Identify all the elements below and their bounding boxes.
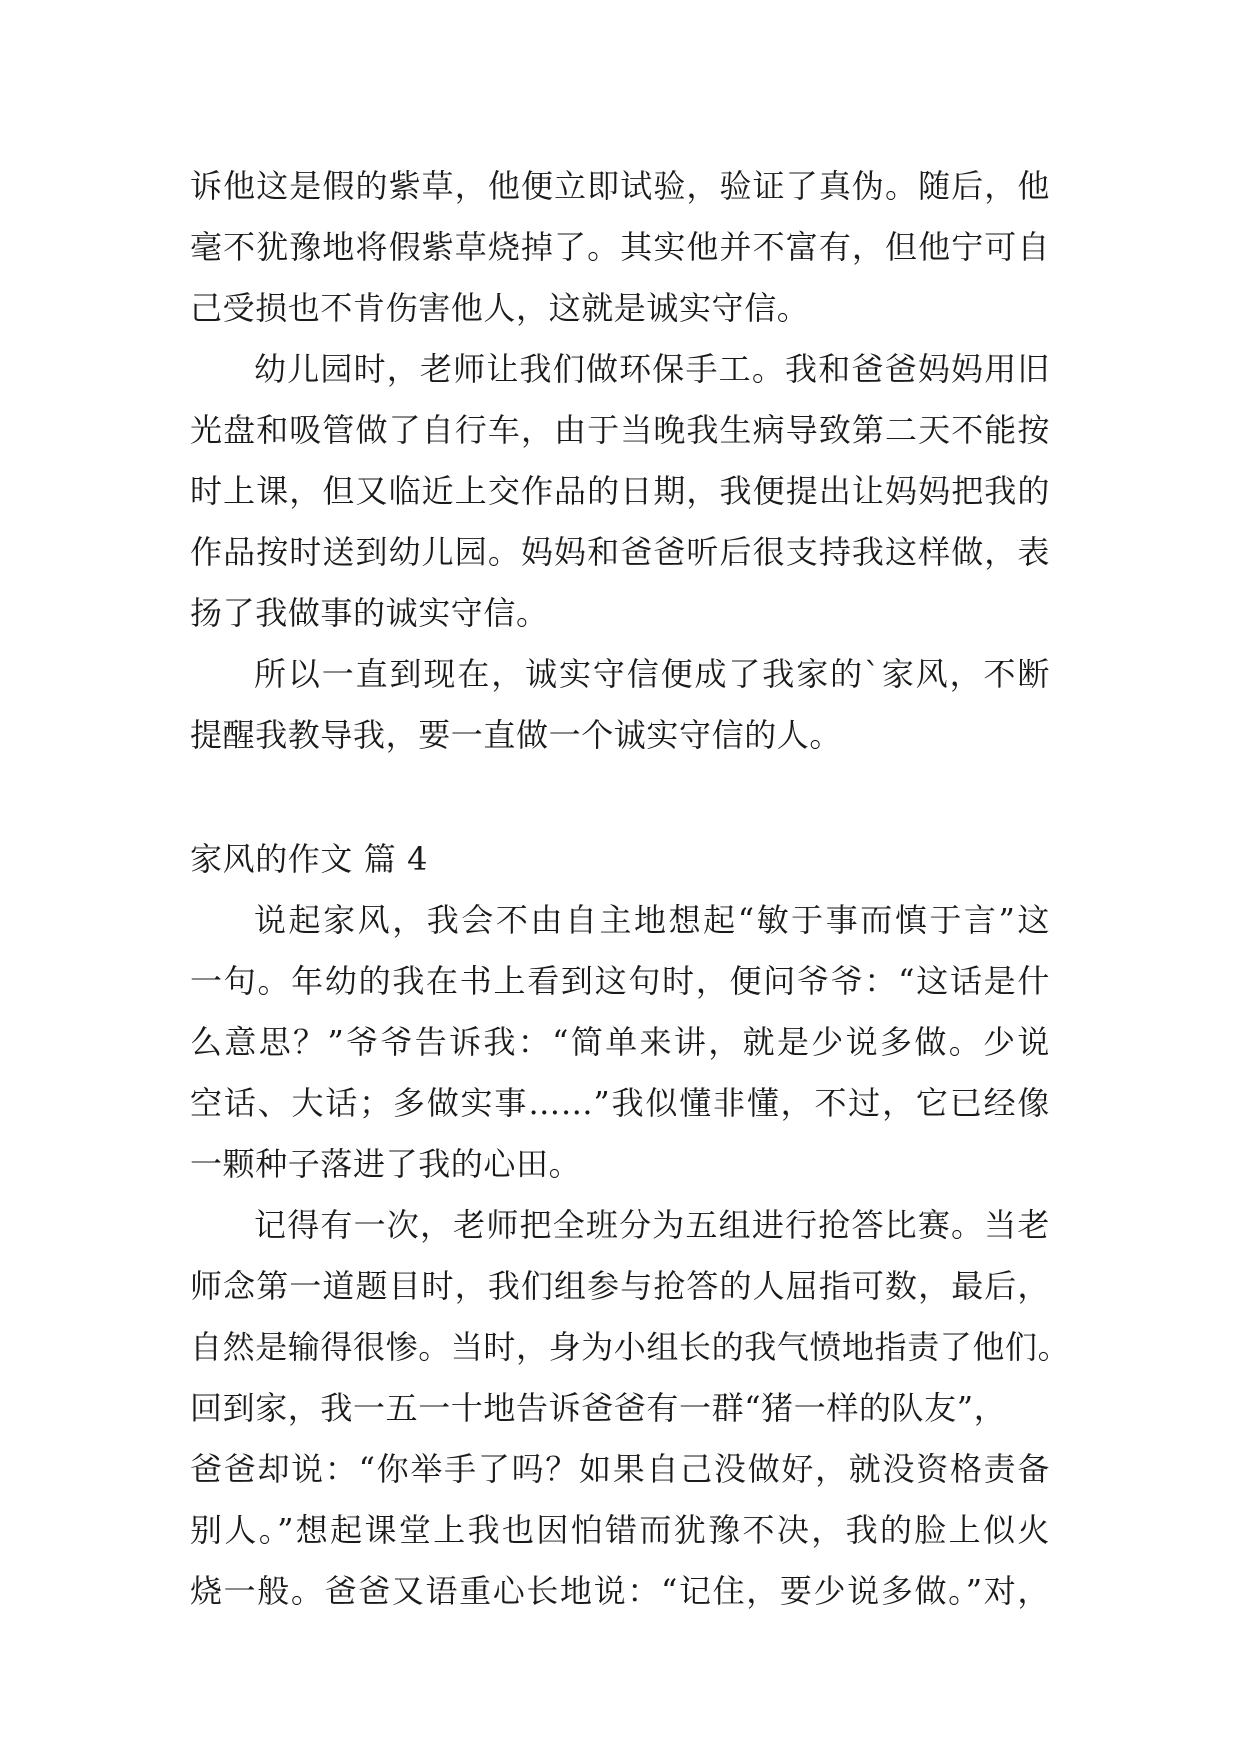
text-line: 光盘和吸管做了自行车，由于当晚我生病导致第二天不能按 bbox=[190, 411, 1050, 449]
section-gap bbox=[190, 766, 1050, 829]
text-line: 爸爸却说：“你举手了吗？如果自己没做好，就没资格责备 bbox=[190, 1450, 1050, 1488]
text-line: 空话、大话；多做实事……”我似懂非懂，不过，它已经像 bbox=[190, 1084, 1050, 1122]
paragraph-2 bbox=[190, 339, 1050, 644]
text-line: 一句。年幼的我在书上看到这句时，便问爷爷：“这话是什 bbox=[190, 962, 1050, 1000]
text-line: 己受损也不肯伤害他人，这就是诚实守信。 bbox=[190, 289, 810, 327]
text-line: 时上课，但又临近上交作品的日期，我便提出让妈妈把我的 bbox=[190, 472, 1050, 510]
text-line: 诉他这是假的紫草，他便立即试验，验证了真伪。随后，他 bbox=[190, 167, 1050, 205]
text-line: 记得有一次，老师把全班分为五组进行抢答比赛。当老 bbox=[254, 1206, 1050, 1244]
paragraph-5 bbox=[190, 1195, 1071, 1622]
text-line: 么意思？”爷爷告诉我：“简单来讲，就是少说多做。少说 bbox=[190, 1023, 1050, 1061]
text-line: 回到家，我一五一十地告诉爸爸有一群“猪一样的队友”， bbox=[190, 1389, 1007, 1427]
text-line: 一颗种子落进了我的心田。 bbox=[190, 1145, 582, 1183]
paragraph-4 bbox=[190, 890, 1050, 1195]
paragraph-1-continued bbox=[190, 156, 1050, 339]
text-line: 作品按时送到幼儿园。妈妈和爸爸听后很支持我这样做，表 bbox=[190, 533, 1050, 571]
text-line: 扬了我做事的诚实守信。 bbox=[190, 594, 549, 632]
document-page bbox=[190, 156, 1071, 1622]
text-line: 毫不犹豫地将假紫草烧掉了。其实他并不富有，但他宁可自 bbox=[190, 228, 1050, 266]
section-heading: 家风的作文 篇 4 bbox=[190, 840, 429, 878]
paragraph-3 bbox=[190, 644, 1050, 766]
text-line: 提醒我教导我，要一直做一个诚实守信的人。 bbox=[190, 716, 843, 754]
text-line: 烧一般。爸爸又语重心长地说：“记住，要少说多做。”对， bbox=[190, 1572, 1050, 1610]
text-line: 说起家风，我会不由自主地想起“敏于事而慎于言”这 bbox=[254, 901, 1050, 939]
text-line: 幼儿园时，老师让我们做环保手工。我和爸爸妈妈用旧 bbox=[254, 350, 1050, 388]
text-line: 自然是输得很惨。当时，身为小组长的我气愤地指责了他们。 bbox=[190, 1328, 1071, 1366]
text-line: 师念第一道题目时，我们组参与抢答的人屈指可数，最后， bbox=[190, 1267, 1050, 1305]
text-line: 所以一直到现在，诚实守信便成了我家的`家风，不断 bbox=[254, 655, 1050, 693]
text-line: 别人。”想起课堂上我也因怕错而犹豫不决，我的脸上似火 bbox=[190, 1511, 1050, 1549]
